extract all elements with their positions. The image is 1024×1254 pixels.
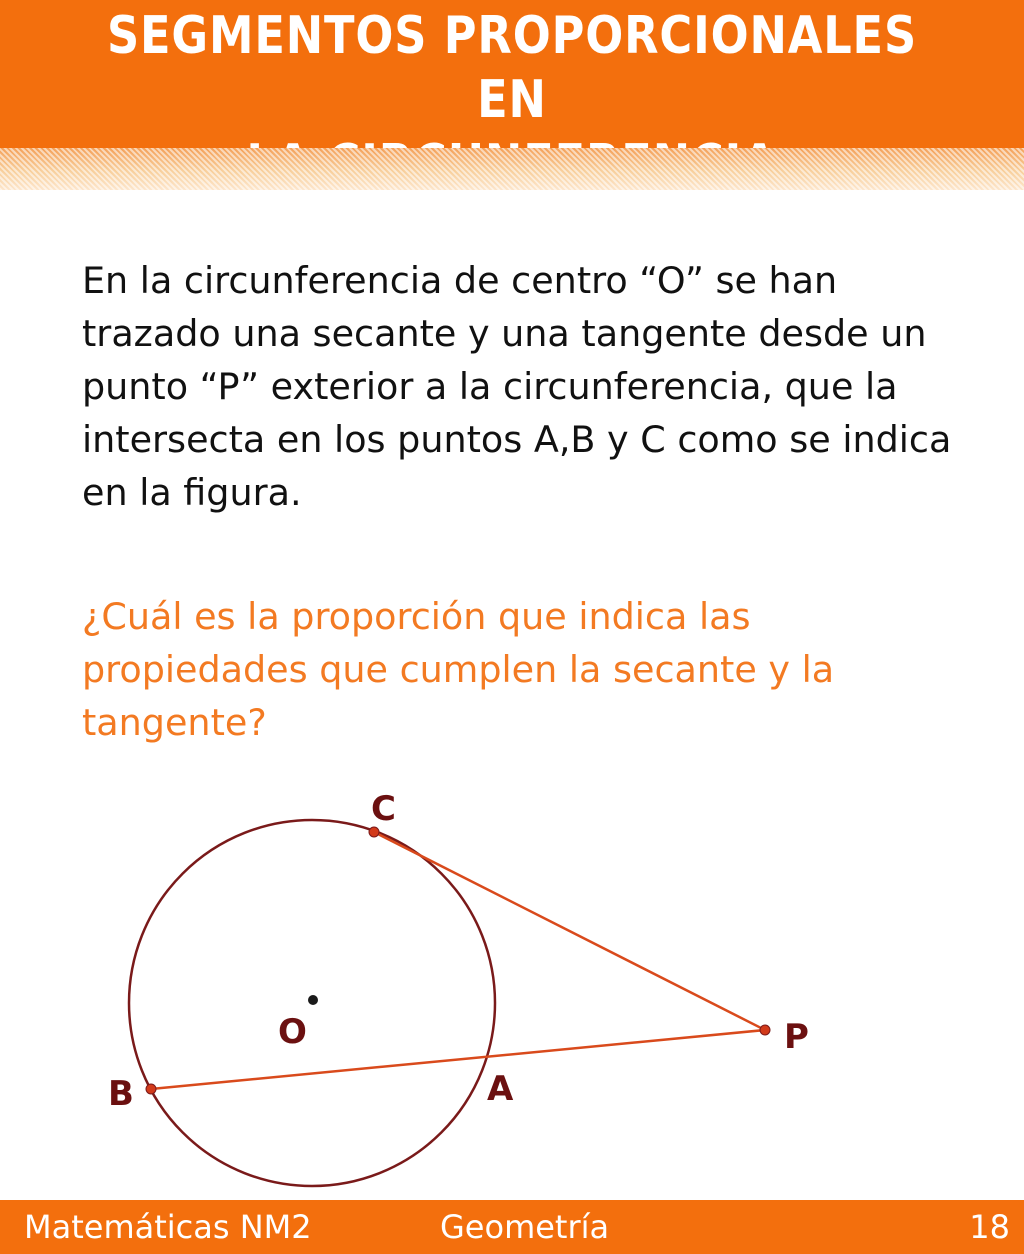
point-b-marker (146, 1084, 156, 1094)
problem-question: ¿Cuál es la proporción que indica las propiedades que cumplen la secante y la tangente? (82, 595, 835, 744)
label-b: B (108, 1074, 134, 1114)
footer-topic: Geometría (440, 1208, 610, 1246)
decorative-stripe (0, 148, 1024, 190)
label-p: P (784, 1017, 809, 1057)
label-a: A (487, 1069, 514, 1109)
page-title-line-1: SEGMENTOS PROPORCIONALES EN (106, 6, 918, 130)
problem-statement: En la circunferencia de centro “O” se han trazado una secante y una tangente desde un punto “P” exterior a la circunferencia, que la intersecta en los puntos A,B y C como se indica en la figura. (82, 259, 952, 514)
footer-bar (0, 1200, 1024, 1254)
footer-subject: Matemáticas NM2 (24, 1208, 312, 1246)
point-p-marker (760, 1025, 770, 1035)
center-point (308, 995, 318, 1005)
label-c: C (371, 789, 396, 829)
tangent-line-pc (374, 832, 765, 1030)
page-number: 18 (969, 1208, 1010, 1246)
label-o: O (278, 1012, 307, 1052)
secant-line-pb (151, 1030, 765, 1089)
title-banner (0, 0, 1024, 148)
geometry-figure (0, 770, 1024, 1200)
